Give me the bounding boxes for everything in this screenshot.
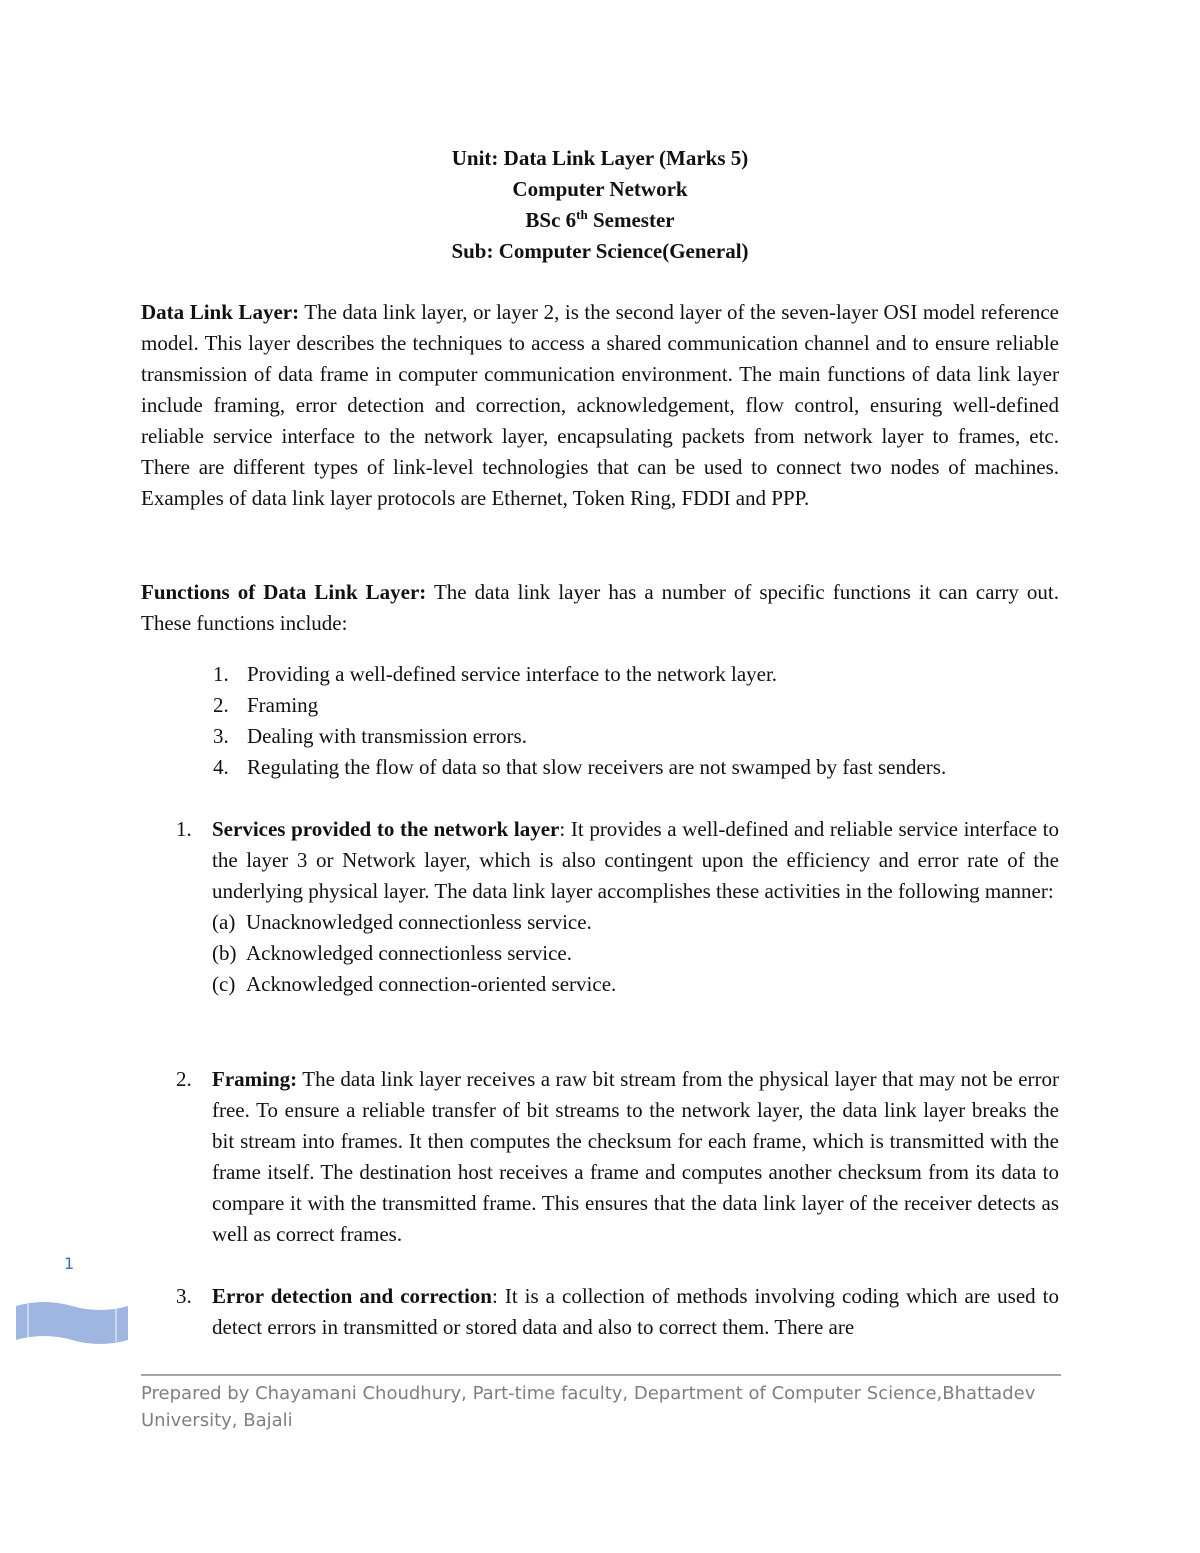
error-text: : It is a collection of methods involving coding which are used to detect errors in transmitted or stored data and also to correct them. There are [212, 1284, 1059, 1339]
services-term: Services provided to the network layer [212, 817, 560, 841]
intro-text: The data link layer, or layer 2, is the second layer of the seven-layer OSI model reference model. This layer describes the techniques to access a shared communication channel and to ensure reliable transmission of data frame in computer communication environment. The main functions of data link layer include framing, error detection and correction, acknowledgement, flow control, ensuring well-defined reliable service interface to the network layer, encapsulating packets from network layer to frames, etc. There are different types of link-level technologies that can be used to connect two nodes of machines. Examples of data link layer protocols are Ethernet, Token Ring, FDDI and PPP. [141, 300, 1059, 510]
services-text: : It provides a well-defined and reliable service interface to the layer 3 or Network layer, which is also contingent upon the efficiency and error rate of the underlying physical layer. The data link layer accomplishes these activities in the following manner: [212, 817, 1060, 903]
semester-prefix: BSc 6 [525, 208, 577, 232]
list-number: 3. [213, 724, 229, 748]
list-item [141, 690, 1059, 721]
framing-number: 2. [176, 1067, 192, 1091]
functions-paragraph [141, 577, 1059, 639]
functions-term: Functions of Data Link Layer: [141, 580, 427, 604]
footer-text: Prepared by Chayamani Choudhury, Part-time faculty, Department of Computer Science,Bhattadev University, Bajali [141, 1383, 1036, 1431]
services-number: 1. [176, 817, 192, 841]
sub-list-item [212, 969, 1059, 1000]
error-number: 3. [176, 1284, 192, 1308]
sub-list-text: Unacknowledged connectionless service. [246, 910, 592, 934]
list-text: Dealing with transmission errors. [247, 724, 527, 748]
page-number: 1 [64, 1254, 75, 1273]
unit-title: Unit: Data Link Layer (Marks 5) [451, 146, 749, 170]
semester-line [0, 205, 1200, 236]
semester-suffix: Semester [587, 208, 675, 232]
course-title: Computer Network [512, 177, 688, 201]
functions-text: The data link layer has a number of specific functions it can carry out. These functions include: [141, 580, 1059, 635]
subject-line: Sub: Computer Science(General) [451, 239, 749, 263]
error-term: Error detection and correction [212, 1284, 492, 1308]
semester-sup: th [576, 207, 588, 222]
sub-list-item [212, 938, 1059, 969]
list-item [141, 752, 1059, 783]
list-text: Providing a well-defined service interface to the network layer. [247, 662, 778, 686]
framing-text: The data link layer receives a raw bit stream from the physical layer that may not be error free. To ensure a reliable transfer of bit streams to the network layer, the data link layer breaks the bit stream into frames. It then computes the checksum for each frame, which is transmitted with the frame itself. The destination host receives a frame and computes another checksum from its data to compare it with the transmitted frame. This ensures that the data link layer of the receiver detects as well as correct frames. [212, 1067, 1059, 1246]
functions-list [141, 659, 1059, 783]
list-text: Framing [247, 693, 319, 717]
error-section [176, 1281, 1059, 1343]
services-paragraph [212, 814, 1059, 907]
page-ribbon-icon [14, 1300, 130, 1346]
intro-term: Data Link Layer: [141, 300, 300, 324]
sub-list-letter: (a) [212, 910, 236, 934]
list-number: 4. [213, 755, 229, 779]
sub-list-text: Acknowledged connection-oriented service. [246, 972, 617, 996]
services-section [176, 814, 1060, 1000]
sub-list-text: Acknowledged connectionless service. [246, 941, 572, 965]
sub-list-item [212, 907, 1059, 938]
list-number: 1. [213, 662, 229, 686]
sub-list-letter: (b) [212, 941, 237, 965]
list-item [141, 659, 1059, 690]
framing-section [176, 1064, 1059, 1250]
document-header [0, 143, 1200, 267]
services-sub-list [212, 907, 1059, 1000]
list-item [141, 721, 1059, 752]
list-text: Regulating the flow of data so that slow receivers are not swamped by fast senders. [247, 755, 947, 779]
list-number: 2. [213, 693, 229, 717]
footer-divider [141, 1374, 1061, 1376]
intro-paragraph [141, 297, 1059, 514]
error-paragraph [212, 1281, 1059, 1343]
sub-list-letter: (c) [212, 972, 236, 996]
framing-paragraph [212, 1064, 1059, 1250]
framing-term: Framing: [212, 1067, 298, 1091]
